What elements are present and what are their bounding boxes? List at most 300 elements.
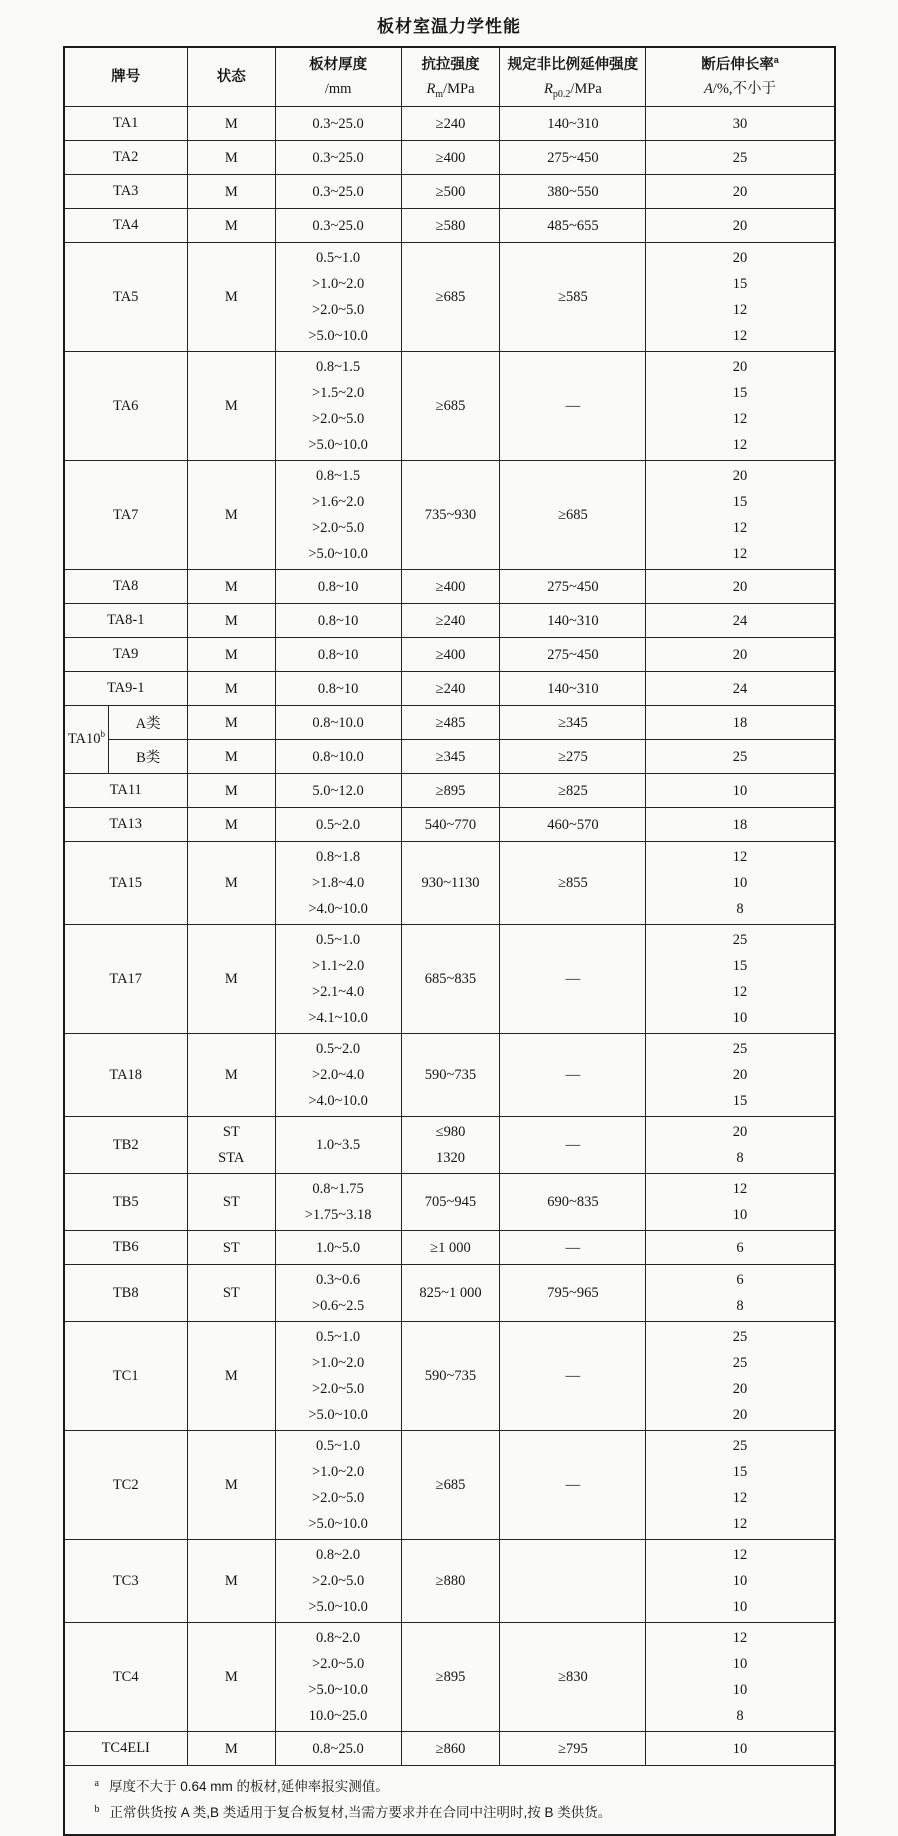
cell-grade: TB8 xyxy=(64,1265,188,1322)
cell-tensile-strength xyxy=(401,107,500,141)
cell-grade: TC3 xyxy=(64,1540,188,1623)
cell-state-value: M xyxy=(224,1740,238,1757)
footnotes-row xyxy=(64,1766,835,1836)
cell-grade: TA1 xyxy=(64,107,188,141)
cell-thickness-value: >1.0~2.0 xyxy=(311,1464,365,1480)
table-row xyxy=(64,1322,835,1431)
cell-tensile-strength-value: 930~1130 xyxy=(421,875,480,891)
cell-state xyxy=(187,1732,275,1766)
cell-thickness xyxy=(275,740,401,774)
cell-yield-strength xyxy=(500,808,646,842)
cell-thickness-value: >1.8~4.0 xyxy=(311,875,365,891)
cell-tensile-strength-value: 735~930 xyxy=(424,507,477,523)
cell-state xyxy=(187,604,275,638)
cell-elongation-value: 20 xyxy=(732,1407,748,1423)
cell-thickness-value: >2.0~5.0 xyxy=(311,411,365,427)
cell-yield-strength-value: 140~310 xyxy=(547,612,599,629)
cell-state-value: M xyxy=(224,680,238,697)
cell-yield-strength xyxy=(500,706,646,740)
cell-elongation-value: 12 xyxy=(732,411,748,427)
cell-thickness-value: 5.0~12.0 xyxy=(312,782,364,799)
cell-tensile-strength xyxy=(401,209,500,243)
cell-elongation xyxy=(646,925,835,1034)
cell-grade: TA6 xyxy=(64,352,188,461)
cell-tensile-strength xyxy=(401,1034,500,1117)
cell-yield-strength xyxy=(500,842,646,925)
cell-grade: TC1 xyxy=(64,1322,188,1431)
cell-elongation-value: 10 xyxy=(732,875,748,891)
cell-grade: TC2 xyxy=(64,1431,188,1540)
table-row xyxy=(64,925,835,1034)
cell-yield-strength-value: — xyxy=(565,398,581,414)
header-elongation xyxy=(646,47,835,107)
cell-thickness-value: >2.0~5.0 xyxy=(311,302,365,318)
table-footnotes-section xyxy=(64,1766,835,1836)
cell-thickness-value: >5.0~10.0 xyxy=(308,546,368,562)
cell-elongation-value: 24 xyxy=(732,612,748,629)
cell-yield-strength-value xyxy=(503,1568,642,1594)
cell-thickness-value: 0.8~10 xyxy=(317,680,359,697)
cell-elongation xyxy=(646,243,835,352)
cell-elongation-value: 20 xyxy=(732,1381,748,1397)
cell-yield-strength xyxy=(500,1322,646,1431)
cell-elongation xyxy=(646,1265,835,1322)
cell-elongation xyxy=(646,141,835,175)
header-state xyxy=(187,47,275,107)
footnote xyxy=(95,1774,824,1800)
cell-thickness-value: >5.0~10.0 xyxy=(308,1599,368,1615)
cell-elongation xyxy=(646,1117,835,1174)
cell-state-value: M xyxy=(224,1477,238,1493)
cell-elongation xyxy=(646,352,835,461)
cell-elongation-value: 10 xyxy=(732,1573,748,1589)
cell-tensile-strength xyxy=(401,1431,500,1540)
cell-state-value: M xyxy=(224,1669,238,1685)
cell-tensile-strength xyxy=(401,740,500,774)
cell-yield-strength xyxy=(500,1231,646,1265)
cell-elongation-value: 12 xyxy=(732,328,748,344)
cell-grade: TA8-1 xyxy=(64,604,188,638)
cell-elongation-value: 12 xyxy=(732,437,748,453)
table-row xyxy=(64,107,835,141)
cell-state xyxy=(187,774,275,808)
cell-tensile-strength xyxy=(401,570,500,604)
footnote-text: 厚度不大于 0.64 mm 的板材,延伸率报实测值。 xyxy=(108,1779,389,1794)
cell-thickness-value: >1.0~2.0 xyxy=(311,276,365,292)
cell-thickness-value: 0.8~1.8 xyxy=(316,849,361,865)
cell-thickness xyxy=(275,1034,401,1117)
cell-state-value: ST xyxy=(222,1285,240,1301)
cell-elongation xyxy=(646,672,835,706)
header-elongation-label: 断后伸长率$^a$ xyxy=(701,55,779,73)
cell-yield-strength-value: ≥585 xyxy=(558,289,588,305)
cell-elongation xyxy=(646,1231,835,1265)
cell-elongation-value: 15 xyxy=(732,276,748,292)
cell-yield-strength-value: ≥855 xyxy=(558,875,588,891)
cell-yield-strength-value: — xyxy=(565,1239,581,1256)
cell-thickness-value: 0.8~1.5 xyxy=(316,468,361,484)
cell-yield-strength-value: 460~570 xyxy=(547,816,599,833)
cell-thickness xyxy=(275,461,401,570)
cell-thickness xyxy=(275,925,401,1034)
header-tensile-label: 抗拉强度 xyxy=(421,57,480,73)
table-row xyxy=(64,175,835,209)
cell-elongation-value: 8 xyxy=(736,1150,744,1166)
grade-footnote-marker: b xyxy=(100,729,105,740)
cell-yield-strength xyxy=(500,1540,646,1623)
cell-state-value: M xyxy=(224,816,238,833)
cell-thickness-value: 1.0~3.5 xyxy=(316,1137,361,1153)
footnotes-cell xyxy=(64,1766,835,1836)
cell-state-value: M xyxy=(224,1067,238,1083)
cell-yield-strength-value: ≥685 xyxy=(558,507,588,523)
cell-tensile-strength-value: ≥345 xyxy=(435,748,466,765)
mechanical-properties-table xyxy=(63,46,836,1836)
cell-elongation-value: 10 xyxy=(732,1656,748,1672)
cell-yield-strength xyxy=(500,774,646,808)
cell-subgrade: B类 xyxy=(109,740,188,774)
cell-thickness-value: >1.0~2.0 xyxy=(311,1355,365,1371)
cell-elongation-value: 10 xyxy=(732,782,748,799)
cell-grade: TB6 xyxy=(64,1231,188,1265)
header-thickness-label: 板材厚度 xyxy=(309,57,368,73)
cell-thickness xyxy=(275,141,401,175)
cell-thickness-value: >1.6~2.0 xyxy=(311,494,365,510)
cell-yield-strength xyxy=(500,243,646,352)
cell-thickness xyxy=(275,1623,401,1732)
header-elongation-symbol: A/%,不小于 xyxy=(703,81,777,97)
cell-elongation-value: 6 xyxy=(736,1239,744,1256)
cell-grade: TC4ELI xyxy=(64,1732,188,1766)
cell-elongation-value: 20 xyxy=(732,646,748,663)
cell-elongation-value: 12 xyxy=(732,849,748,865)
cell-yield-strength xyxy=(500,209,646,243)
cell-elongation-value: 12 xyxy=(732,520,748,536)
cell-yield-strength xyxy=(500,461,646,570)
cell-tensile-strength-value: ≥240 xyxy=(435,115,466,132)
cell-thickness-value: 0.5~1.0 xyxy=(316,1329,361,1345)
cell-thickness-value: >4.1~10.0 xyxy=(308,1010,368,1026)
cell-elongation-value: 10 xyxy=(732,1599,748,1615)
cell-tensile-strength xyxy=(401,1623,500,1732)
cell-state-value: M xyxy=(224,115,238,132)
cell-elongation-value: 20 xyxy=(732,1124,748,1140)
cell-thickness-value: 0.3~0.6 xyxy=(316,1272,361,1288)
cell-yield-strength xyxy=(500,1623,646,1732)
cell-thickness xyxy=(275,570,401,604)
cell-tensile-strength xyxy=(401,1117,500,1174)
table-row xyxy=(64,706,835,740)
cell-tensile-strength-value: ≥400 xyxy=(435,149,466,166)
cell-thickness-value: 0.8~2.0 xyxy=(316,1547,361,1563)
cell-elongation-value: 12 xyxy=(732,546,748,562)
cell-thickness-value: >2.0~5.0 xyxy=(311,1656,365,1672)
cell-elongation-value: 30 xyxy=(732,115,748,132)
cell-elongation-value: 12 xyxy=(732,1516,748,1532)
cell-state xyxy=(187,243,275,352)
cell-yield-strength-value: — xyxy=(565,971,581,987)
table-row xyxy=(64,672,835,706)
cell-yield-strength-value: 275~450 xyxy=(547,646,599,663)
cell-elongation-value: 12 xyxy=(732,984,748,1000)
cell-elongation-value: 8 xyxy=(736,1708,744,1724)
cell-tensile-strength xyxy=(401,352,500,461)
cell-elongation-value: 12 xyxy=(732,1547,748,1563)
cell-yield-strength-value: 380~550 xyxy=(547,183,599,200)
cell-elongation xyxy=(646,1431,835,1540)
cell-grade: TA15 xyxy=(64,842,188,925)
cell-thickness-value: 0.8~10 xyxy=(317,578,359,595)
cell-yield-strength-value: 485~655 xyxy=(547,217,599,234)
cell-grade: TB2 xyxy=(64,1117,188,1174)
cell-tensile-strength-value: 1320 xyxy=(435,1150,465,1166)
cell-thickness-value: 0.3~25.0 xyxy=(312,183,364,200)
cell-thickness xyxy=(275,1540,401,1623)
cell-yield-strength-value: — xyxy=(565,1477,581,1493)
footnote-marker: a xyxy=(94,1777,99,1789)
cell-state xyxy=(187,808,275,842)
cell-yield-strength xyxy=(500,570,646,604)
cell-thickness-value: 0.8~1.75 xyxy=(312,1181,364,1197)
cell-thickness xyxy=(275,774,401,808)
cell-tensile-strength-value: ≥500 xyxy=(435,183,466,200)
cell-yield-strength-value: 140~310 xyxy=(547,680,599,697)
cell-elongation-value: 6 xyxy=(736,1272,744,1288)
table-row xyxy=(64,209,835,243)
cell-yield-strength xyxy=(500,1174,646,1231)
cell-yield-strength-value: ≥795 xyxy=(558,1740,588,1757)
cell-tensile-strength xyxy=(401,842,500,925)
header-yield-strength xyxy=(500,47,646,107)
cell-thickness xyxy=(275,1231,401,1265)
cell-thickness xyxy=(275,842,401,925)
table-row xyxy=(64,740,835,774)
cell-thickness-value: 0.8~10 xyxy=(317,612,359,629)
cell-thickness-value: 0.8~25.0 xyxy=(312,1740,364,1757)
cell-grade: TA13 xyxy=(64,808,188,842)
cell-elongation-value: 25 xyxy=(732,748,748,765)
cell-yield-strength-value: ≥825 xyxy=(558,782,588,799)
footnote xyxy=(95,1800,824,1826)
cell-thickness-value: >2.0~5.0 xyxy=(311,520,365,536)
cell-state-value: M xyxy=(224,646,238,663)
cell-tensile-strength xyxy=(401,461,500,570)
cell-yield-strength xyxy=(500,141,646,175)
cell-elongation xyxy=(646,1034,835,1117)
footnote-marker: b xyxy=(94,1803,100,1815)
cell-tensile-strength-value: ≥895 xyxy=(435,782,466,799)
cell-thickness-value: 0.5~1.0 xyxy=(316,932,361,948)
cell-thickness-value: 0.3~25.0 xyxy=(312,115,364,132)
cell-yield-strength xyxy=(500,1034,646,1117)
header-thickness-unit: /mm xyxy=(324,81,352,97)
cell-tensile-strength xyxy=(401,175,500,209)
cell-elongation-value: 15 xyxy=(732,958,748,974)
cell-tensile-strength-value: ≥580 xyxy=(435,217,466,234)
cell-thickness xyxy=(275,175,401,209)
cell-thickness-value: 0.5~1.0 xyxy=(316,1438,361,1454)
cell-tensile-strength-value: ≤980 xyxy=(435,1124,466,1140)
cell-yield-strength-value: 140~310 xyxy=(547,115,599,132)
cell-thickness-value: 0.3~25.0 xyxy=(312,217,364,234)
cell-yield-strength xyxy=(500,175,646,209)
cell-tensile-strength-value: ≥880 xyxy=(435,1573,466,1589)
cell-state xyxy=(187,141,275,175)
cell-grade: TA10$^b$ xyxy=(64,706,109,774)
cell-state xyxy=(187,706,275,740)
cell-elongation xyxy=(646,1732,835,1766)
cell-state xyxy=(187,461,275,570)
cell-state-value: M xyxy=(224,971,238,987)
cell-tensile-strength-value: 540~770 xyxy=(424,816,477,833)
cell-elongation-value: 25 xyxy=(732,1355,748,1371)
cell-tensile-strength xyxy=(401,141,500,175)
cell-elongation xyxy=(646,175,835,209)
cell-grade: TA9-1 xyxy=(64,672,188,706)
cell-thickness-value: >2.0~5.0 xyxy=(311,1490,365,1506)
cell-state-value: M xyxy=(224,612,238,629)
cell-elongation xyxy=(646,604,835,638)
cell-thickness-value: 0.3~25.0 xyxy=(312,149,364,166)
header-yield-label: 规定非比例延伸强度 xyxy=(507,57,639,73)
cell-yield-strength xyxy=(500,1431,646,1540)
cell-grade: TA8 xyxy=(64,570,188,604)
cell-thickness xyxy=(275,352,401,461)
header-yield-symbol: $R_{p0.2}$/MPa xyxy=(544,81,602,100)
cell-tensile-strength-value: 705~945 xyxy=(424,1194,477,1210)
cell-state xyxy=(187,1431,275,1540)
cell-elongation-value: 25 xyxy=(732,1438,748,1454)
cell-yield-strength-value: ≥275 xyxy=(558,748,588,765)
cell-thickness-value: 1.0~5.0 xyxy=(316,1239,361,1256)
cell-elongation xyxy=(646,706,835,740)
table-row xyxy=(64,461,835,570)
cell-thickness-value: >5.0~10.0 xyxy=(308,1407,368,1423)
cell-grade: TC4 xyxy=(64,1623,188,1732)
cell-elongation-value: 10 xyxy=(732,1010,748,1026)
header-thickness xyxy=(275,47,401,107)
table-row xyxy=(64,774,835,808)
cell-yield-strength-value: — xyxy=(565,1067,581,1083)
header-grade-label: 牌号 xyxy=(111,69,141,85)
cell-grade: TA5 xyxy=(64,243,188,352)
cell-state-value: ST xyxy=(222,1239,240,1256)
cell-tensile-strength xyxy=(401,1732,500,1766)
cell-tensile-strength xyxy=(401,1231,500,1265)
cell-thickness-value: >4.0~10.0 xyxy=(308,1093,368,1109)
cell-elongation xyxy=(646,1174,835,1231)
cell-tensile-strength-value: 590~735 xyxy=(424,1067,477,1083)
cell-state xyxy=(187,925,275,1034)
cell-tensile-strength-value: ≥685 xyxy=(435,289,466,305)
cell-elongation-value: 18 xyxy=(732,816,748,833)
cell-yield-strength xyxy=(500,1732,646,1766)
cell-tensile-strength xyxy=(401,638,500,672)
cell-thickness-value: >0.6~2.5 xyxy=(311,1298,365,1314)
cell-elongation-value: 10 xyxy=(732,1682,748,1698)
cell-elongation xyxy=(646,1540,835,1623)
cell-state xyxy=(187,740,275,774)
cell-thickness-value: >5.0~10.0 xyxy=(308,1682,368,1698)
cell-elongation xyxy=(646,774,835,808)
cell-elongation xyxy=(646,808,835,842)
cell-tensile-strength xyxy=(401,1322,500,1431)
cell-thickness-value: >4.0~10.0 xyxy=(308,901,368,917)
cell-tensile-strength xyxy=(401,774,500,808)
cell-state-value: ST xyxy=(222,1124,240,1140)
cell-elongation-value: 25 xyxy=(732,1041,748,1057)
cell-state xyxy=(187,638,275,672)
cell-elongation-value: 24 xyxy=(732,680,748,697)
cell-thickness-value: 0.5~2.0 xyxy=(316,1041,361,1057)
cell-elongation xyxy=(646,461,835,570)
cell-thickness-value: 0.8~10.0 xyxy=(312,748,364,765)
cell-tensile-strength-value: 825~1 000 xyxy=(419,1285,482,1301)
cell-state-value: M xyxy=(224,183,238,200)
cell-thickness xyxy=(275,1732,401,1766)
table-row xyxy=(64,1540,835,1623)
cell-yield-strength xyxy=(500,925,646,1034)
header-grade xyxy=(64,47,188,107)
cell-yield-strength xyxy=(500,352,646,461)
cell-thickness-value: 0.8~10 xyxy=(317,646,359,663)
cell-grade: TA18 xyxy=(64,1034,188,1117)
cell-tensile-strength-value: ≥895 xyxy=(435,1669,466,1685)
cell-thickness xyxy=(275,243,401,352)
cell-thickness-value: >5.0~10.0 xyxy=(308,437,368,453)
cell-state-value: STA xyxy=(218,1150,245,1166)
cell-yield-strength-value: 275~450 xyxy=(547,149,599,166)
cell-grade: TB5 xyxy=(64,1174,188,1231)
cell-elongation xyxy=(646,107,835,141)
cell-yield-strength-value: ≥830 xyxy=(558,1669,588,1685)
cell-state xyxy=(187,672,275,706)
cell-tensile-strength-value: ≥400 xyxy=(435,646,466,663)
table-title: 板材室温力学性能 xyxy=(377,17,521,36)
cell-yield-strength xyxy=(500,604,646,638)
cell-elongation-value: 10 xyxy=(732,1207,748,1223)
cell-elongation-value: 15 xyxy=(732,494,748,510)
cell-thickness-value: >2.0~4.0 xyxy=(311,1067,365,1083)
cell-state xyxy=(187,1034,275,1117)
cell-yield-strength-value: 275~450 xyxy=(547,578,599,595)
cell-state xyxy=(187,1623,275,1732)
cell-grade: TA17 xyxy=(64,925,188,1034)
cell-elongation-value: 15 xyxy=(732,1464,748,1480)
cell-elongation xyxy=(646,1623,835,1732)
cell-thickness-value: 0.5~1.0 xyxy=(316,250,361,266)
cell-elongation-value: 18 xyxy=(732,714,748,731)
cell-thickness-value: >1.75~3.18 xyxy=(304,1207,372,1223)
cell-tensile-strength-value: ≥685 xyxy=(435,1477,466,1493)
cell-elongation xyxy=(646,570,835,604)
cell-tensile-strength xyxy=(401,808,500,842)
cell-thickness-value: >2.0~5.0 xyxy=(311,1381,365,1397)
cell-state-value: M xyxy=(224,875,238,891)
cell-elongation xyxy=(646,209,835,243)
cell-grade: TA2 xyxy=(64,141,188,175)
cell-tensile-strength-value: ≥240 xyxy=(435,680,466,697)
cell-state xyxy=(187,1231,275,1265)
cell-tensile-strength-value: ≥1 000 xyxy=(430,1239,471,1256)
cell-state xyxy=(187,175,275,209)
cell-tensile-strength xyxy=(401,1540,500,1623)
cell-thickness xyxy=(275,604,401,638)
table-row xyxy=(64,352,835,461)
table-row xyxy=(64,1034,835,1117)
cell-elongation-value: 20 xyxy=(732,359,748,375)
cell-yield-strength xyxy=(500,1265,646,1322)
